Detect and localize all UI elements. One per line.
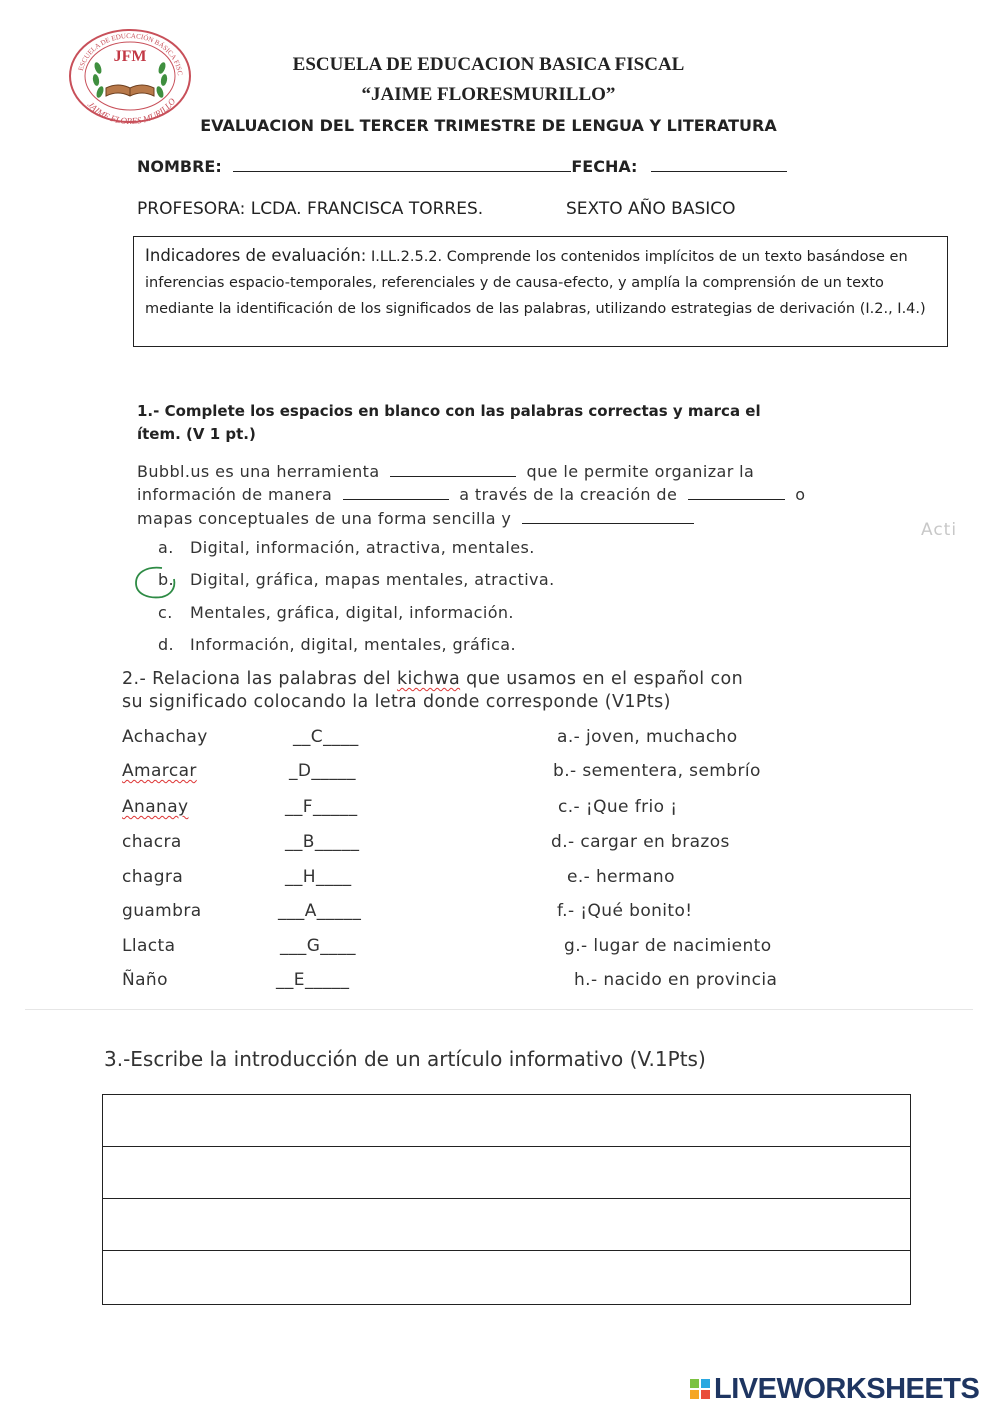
option-letter: b.: [158, 570, 175, 589]
misspelled-word: kichwa: [396, 669, 461, 689]
selected-answer-circle: [132, 565, 182, 605]
name-input-line[interactable]: [233, 171, 571, 172]
liveworksheets-brand: LIVEWORKSHEETS: [714, 1372, 980, 1405]
meaning: g.- lugar de nacimiento: [564, 936, 772, 956]
q1-text: que le permite organizar la: [526, 462, 755, 481]
option-letter: c.: [158, 603, 173, 622]
answer-lines-box: [102, 1094, 911, 1305]
kichwa-word: Ananay: [122, 797, 189, 817]
q1-text: información de manera: [137, 485, 333, 504]
q1-blank-2[interactable]: [343, 499, 449, 500]
option-text: Digital, gráfica, mapas mentales, atractiva.: [190, 570, 555, 589]
logo-ring-bottom: JAIME FLORES MURILLO: [85, 96, 178, 124]
faded-watermark-text: Acti: [921, 520, 958, 540]
logo-initials: JFM: [113, 48, 147, 65]
answer-blank[interactable]: __F_____: [285, 797, 358, 817]
q1-sentence-line1: [137, 462, 754, 481]
answer-blank[interactable]: __B_____: [285, 832, 360, 852]
meaning: c.- ¡Que frio ¡: [558, 797, 678, 817]
q2-title-text: 2.- Relaciona las palabras del kichwa que usamos en el español con: [122, 669, 744, 689]
q1-option-b[interactable]: [158, 570, 555, 589]
meaning: e.- hermano: [567, 867, 675, 887]
q1-blank-1[interactable]: [390, 476, 516, 477]
kichwa-word: Amarcar: [122, 761, 197, 781]
indicators-label: Indicadores de evaluación:: [145, 246, 367, 265]
answer-blank[interactable]: ___G____: [280, 936, 356, 956]
kichwa-word: chacra: [122, 832, 182, 852]
date-input-line[interactable]: [651, 171, 787, 172]
answer-blank[interactable]: __H____: [285, 867, 352, 887]
section-divider: [25, 1009, 973, 1010]
q1-title-line2: ítem. (V 1 pt.): [137, 425, 256, 443]
kichwa-word: Ñaño: [122, 970, 168, 990]
teacher-label: PROFESORA: LCDA. FRANCISCA TORRES.: [137, 199, 484, 219]
answer-line[interactable]: [103, 1147, 910, 1199]
option-letter: a.: [158, 538, 174, 557]
liveworksheets-icon: [690, 1379, 710, 1399]
q3-title: 3.-Escribe la introducción de un artículo informativo (V.1Pts): [104, 1047, 706, 1071]
indicators-box: [133, 236, 948, 347]
q1-text: mapas conceptuales de una forma sencilla y: [137, 509, 512, 528]
meaning: b.- sementera, sembrío: [553, 761, 761, 781]
answer-line[interactable]: [103, 1251, 910, 1303]
logo-ring-top: ESCUELA DE EDUCACIÓN BÁSICA FISC: [76, 31, 184, 76]
q1-sentence-line3: [137, 509, 694, 528]
q1-text: Bubbl.us es una herramienta: [137, 462, 380, 481]
name-field-row: [137, 157, 787, 176]
indicators-text: I.LL.2.5.2. Comprende los contenidos implícitos de un texto basándose en inferencias espacio-temporales, referenciales y de causa-efecto, y amplía la comprensión de un texto mediante la identificación de los significados de las palabras, utilizando estrategias de derivación (I.2., I.4.): [145, 249, 926, 317]
answer-blank[interactable]: _D_____: [289, 761, 356, 781]
answer-line[interactable]: [103, 1199, 910, 1251]
kichwa-word: guambra: [122, 901, 202, 921]
school-logo: [68, 28, 192, 124]
answer-line[interactable]: [103, 1095, 910, 1147]
q1-blank-3[interactable]: [688, 499, 785, 500]
option-text: Mentales, gráfica, digital, información.: [190, 603, 514, 622]
kichwa-word: Achachay: [122, 727, 208, 747]
date-label: FECHA:: [571, 157, 638, 176]
meaning: h.- nacido en provincia: [574, 970, 778, 990]
q1-text: a través de la creación de: [459, 485, 678, 504]
answer-blank[interactable]: __C____: [293, 727, 359, 747]
kichwa-word: chagra: [122, 867, 184, 887]
meaning: f.- ¡Qué bonito!: [557, 901, 693, 921]
exam-title: EVALUACION DEL TERCER TRIMESTRE DE LENGUA Y LITERATURA: [200, 116, 777, 135]
name-label: NOMBRE:: [137, 157, 222, 176]
meaning: d.- cargar en brazos: [551, 832, 730, 852]
q1-option-a[interactable]: [158, 538, 535, 557]
liveworksheets-logo[interactable]: [690, 1373, 979, 1405]
q1-blank-4[interactable]: [522, 523, 694, 524]
answer-blank[interactable]: ___A_____: [278, 901, 362, 921]
q2-title-line2: su significado colocando la letra donde corresponde (V1Pts): [122, 692, 671, 712]
grade-label: SEXTO AÑO BASICO: [566, 199, 736, 219]
q1-title-line1: 1.- Complete los espacios en blanco con las palabras correctas y marca el: [137, 402, 761, 420]
school-title: ESCUELA DE EDUCACION BASICA FISCAL: [292, 54, 685, 75]
q1-text: o: [795, 485, 806, 504]
q1-option-c[interactable]: [158, 603, 514, 622]
option-text: Digital, información, atractiva, mentales.: [190, 538, 535, 557]
option-text: Información, digital, mentales, gráfica.: [190, 635, 516, 654]
q1-sentence-line2: [137, 485, 805, 504]
school-name: “JAIME FLORESMURILLO”: [361, 84, 616, 105]
option-letter: d.: [158, 635, 175, 654]
kichwa-word: Llacta: [122, 936, 176, 956]
answer-blank[interactable]: __E_____: [276, 970, 350, 990]
q2-title-line1: [122, 669, 743, 689]
q1-option-d[interactable]: [158, 635, 516, 654]
meaning: a.- joven, muchacho: [557, 727, 738, 747]
